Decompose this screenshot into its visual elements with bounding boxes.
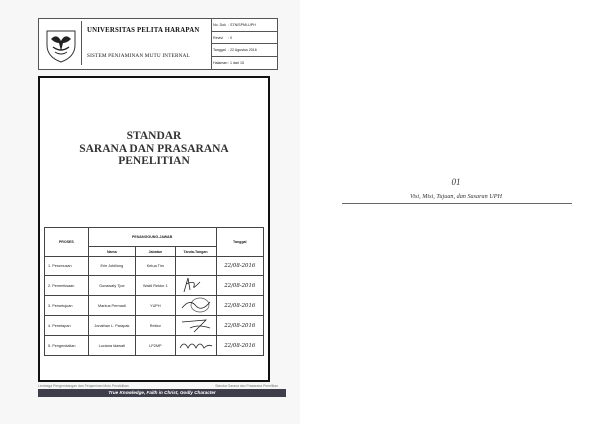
table-row bbox=[45, 296, 264, 316]
column-header-proses: PROSES bbox=[45, 228, 89, 257]
cell-jabatan: YUPH bbox=[136, 296, 176, 316]
signature-image bbox=[176, 336, 216, 354]
signature-image bbox=[176, 276, 216, 294]
cell-proses: 1. Perumusan bbox=[45, 257, 89, 276]
cell-proses: 5. Pengendalian bbox=[45, 336, 89, 356]
title-line: PENELITIAN bbox=[118, 155, 190, 167]
cell-proses: 3. Persetujuan bbox=[45, 296, 89, 316]
cell-proses: 2. Pemeriksaan bbox=[45, 276, 89, 296]
footer-right-text: Standar Sarana dan Prasarana Penelitian bbox=[215, 384, 278, 388]
cell-tanggal: 22/08-2016 bbox=[216, 316, 263, 336]
cell-signature bbox=[175, 316, 216, 336]
cell-nama: Markus Permadi bbox=[88, 296, 135, 316]
cell-proses: 4. Penetapan bbox=[45, 316, 89, 336]
document-meta bbox=[211, 19, 277, 69]
signature-image bbox=[176, 316, 216, 334]
section-title: Visi, Misi, Tujuan, dan Sasaran UPH bbox=[409, 193, 503, 200]
cell-tanggal: 22/08-2016 bbox=[216, 276, 263, 296]
cell-signature bbox=[175, 296, 216, 316]
university-logo bbox=[41, 21, 82, 65]
footer-left-text: Lembaga Pengembangan dan Penjaminan Mutu Pendidikan bbox=[38, 384, 129, 388]
system-name: SISTEM PENJAMINAN MUTU INTERNAL bbox=[87, 53, 190, 59]
column-header-nama: Nama bbox=[88, 247, 135, 257]
meta-row-page: Halaman: 1 dari 15 bbox=[213, 60, 244, 65]
table-row bbox=[45, 336, 264, 356]
cell-tanggal: 22/08-2016 bbox=[216, 336, 263, 356]
cell-jabatan: LP2MP bbox=[136, 336, 176, 356]
document-title bbox=[40, 130, 268, 168]
table-row bbox=[45, 316, 264, 336]
title-line: SARANA DAN PRASARANA bbox=[79, 142, 229, 155]
cell-nama: Luciana Idawati bbox=[88, 336, 135, 356]
stamp-image bbox=[176, 296, 216, 314]
cell-nama: Gunawaty Tjoe bbox=[88, 276, 135, 296]
meta-row-revision: Revisi : 0 bbox=[211, 32, 277, 45]
cell-signature bbox=[175, 336, 216, 356]
cell-nama: Erie Jobiliong bbox=[88, 257, 135, 276]
column-header-group: PENANGGUNG-JAWAB bbox=[88, 228, 216, 247]
cell-tanggal: 22/08-2016 bbox=[216, 257, 263, 276]
column-header-tanggal: Tanggal bbox=[216, 228, 263, 257]
cell-nama: Jonathan L. Parapak bbox=[88, 316, 135, 336]
meta-row-doc-number: No. Dok : STN/SPMI-UPH bbox=[211, 19, 277, 32]
column-header-tanda-tangan: Tanda-Tangan bbox=[175, 247, 216, 257]
table-row bbox=[45, 276, 264, 296]
table-row bbox=[45, 257, 264, 276]
cell-jabatan: Wakil Rektor 1 bbox=[136, 276, 176, 296]
responsibility-table bbox=[44, 227, 264, 356]
title-line: STANDAR bbox=[126, 130, 182, 142]
cell-jabatan: Rektor bbox=[136, 316, 176, 336]
meta-row-date: Tanggal : 22 Agustus 2016 bbox=[211, 44, 277, 57]
cell-signature bbox=[175, 257, 216, 276]
cell-tanggal: 22/08-2016 bbox=[216, 296, 263, 316]
section-divider bbox=[342, 203, 572, 204]
tagline-bar: True Knowledge, Faith in Christ, Godly Character bbox=[38, 389, 286, 397]
section-number: 01 bbox=[451, 177, 461, 187]
column-header-jabatan: Jabatan bbox=[136, 247, 176, 257]
cell-jabatan: Ketua Tim bbox=[136, 257, 176, 276]
cell-signature bbox=[175, 276, 216, 296]
document-header bbox=[38, 18, 278, 70]
university-name: UNIVERSITAS PELITA HARAPAN bbox=[87, 27, 200, 34]
cover-frame bbox=[38, 76, 270, 382]
